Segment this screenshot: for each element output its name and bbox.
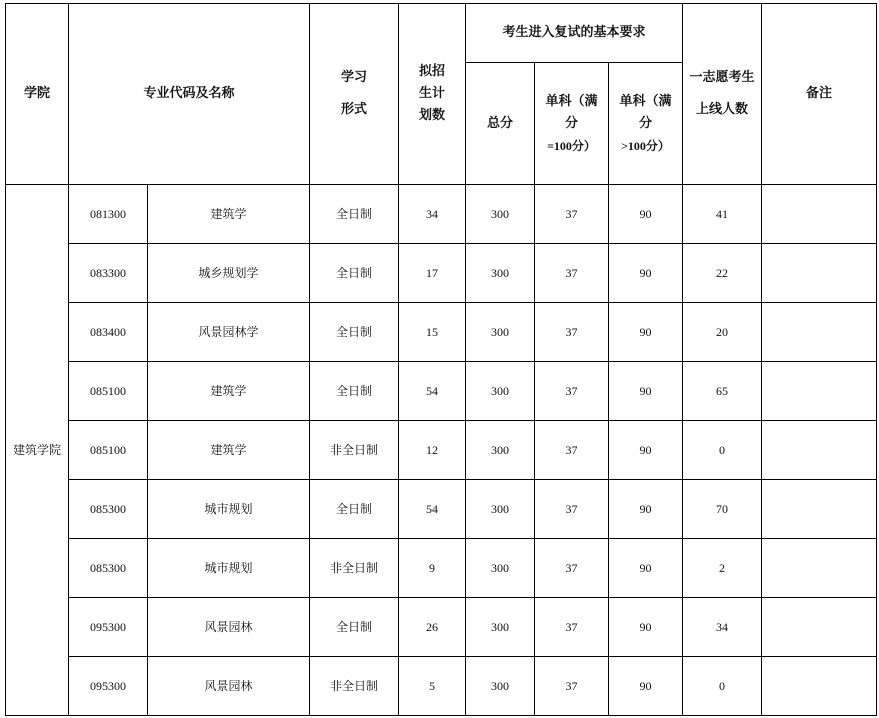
header-remarks: 备注 xyxy=(762,4,877,185)
study-mode: 非全日制 xyxy=(310,539,399,598)
single-100-score: 37 xyxy=(535,598,609,657)
study-mode: 全日制 xyxy=(310,244,399,303)
plan-count: 34 xyxy=(399,185,466,244)
header-single-gt100-line3: >100分） xyxy=(621,138,670,153)
major-code: 085300 xyxy=(69,539,148,598)
single-gt100-score: 90 xyxy=(609,598,683,657)
study-mode: 全日制 xyxy=(310,362,399,421)
header-plan xyxy=(399,4,466,185)
first-choice-count: 20 xyxy=(683,303,762,362)
total-score: 300 xyxy=(466,539,535,598)
first-choice-count: 41 xyxy=(683,185,762,244)
header-study-mode-line1: 学习 xyxy=(341,70,368,85)
major-name: 城市规划 xyxy=(148,539,310,598)
header-plan-line1: 拟招 xyxy=(419,64,446,79)
first-choice-count: 0 xyxy=(683,657,762,716)
single-gt100-score: 90 xyxy=(609,539,683,598)
plan-count: 5 xyxy=(399,657,466,716)
major-name: 建筑学 xyxy=(148,185,310,244)
total-score: 300 xyxy=(466,362,535,421)
remarks xyxy=(762,480,877,539)
header-total-score: 总分 xyxy=(466,63,535,185)
study-mode: 全日制 xyxy=(310,598,399,657)
study-mode: 全日制 xyxy=(310,480,399,539)
remarks xyxy=(762,421,877,480)
header-plan-line3: 划数 xyxy=(419,108,446,123)
table-row xyxy=(6,303,877,362)
total-score: 300 xyxy=(466,185,535,244)
table-row xyxy=(6,362,877,421)
table-row xyxy=(6,185,877,244)
header-single-gt100-line2: 分 xyxy=(639,115,653,131)
single-100-score: 37 xyxy=(535,480,609,539)
single-100-score: 37 xyxy=(535,185,609,244)
single-gt100-score: 90 xyxy=(609,185,683,244)
major-code: 081300 xyxy=(69,185,148,244)
major-name: 风景园林学 xyxy=(148,303,310,362)
table-row xyxy=(6,421,877,480)
remarks xyxy=(762,598,877,657)
header-single-100-line3: =100分） xyxy=(547,138,596,153)
plan-count: 15 xyxy=(399,303,466,362)
single-gt100-score: 90 xyxy=(609,657,683,716)
study-mode: 非全日制 xyxy=(310,421,399,480)
first-choice-count: 22 xyxy=(683,244,762,303)
header-single-100-line1: 单科（满 xyxy=(545,93,598,109)
single-gt100-score: 90 xyxy=(609,244,683,303)
header-single-gt100-line1: 单科（满 xyxy=(619,93,672,109)
major-code: 095300 xyxy=(69,657,148,716)
header-single-100-line2: 分 xyxy=(565,115,579,131)
admission-table xyxy=(5,3,877,716)
major-code: 085100 xyxy=(69,362,148,421)
major-name: 城市规划 xyxy=(148,480,310,539)
total-score: 300 xyxy=(466,303,535,362)
major-name: 建筑学 xyxy=(148,362,310,421)
header-study-mode-line2: 形式 xyxy=(341,102,368,117)
header-single-100 xyxy=(535,63,609,185)
single-100-score: 37 xyxy=(535,539,609,598)
study-mode: 全日制 xyxy=(310,185,399,244)
remarks xyxy=(762,657,877,716)
major-name: 城乡规划学 xyxy=(148,244,310,303)
total-score: 300 xyxy=(466,421,535,480)
single-gt100-score: 90 xyxy=(609,362,683,421)
total-score: 300 xyxy=(466,598,535,657)
plan-count: 54 xyxy=(399,480,466,539)
major-code: 085100 xyxy=(69,421,148,480)
single-100-score: 37 xyxy=(535,657,609,716)
table-row xyxy=(6,244,877,303)
major-code: 083300 xyxy=(69,244,148,303)
single-gt100-score: 90 xyxy=(609,303,683,362)
single-100-score: 37 xyxy=(535,303,609,362)
table-row xyxy=(6,657,877,716)
major-code: 085300 xyxy=(69,480,148,539)
study-mode: 非全日制 xyxy=(310,657,399,716)
total-score: 300 xyxy=(466,480,535,539)
total-score: 300 xyxy=(466,244,535,303)
table-row xyxy=(6,598,877,657)
plan-count: 17 xyxy=(399,244,466,303)
header-college: 学院 xyxy=(6,4,69,185)
header-requirements: 考生进入复试的基本要求 xyxy=(466,4,683,63)
header-first-choice-line2: 上线人数 xyxy=(696,102,749,117)
single-100-score: 37 xyxy=(535,244,609,303)
major-code: 083400 xyxy=(69,303,148,362)
header-major: 专业代码及名称 xyxy=(69,4,310,185)
plan-count: 54 xyxy=(399,362,466,421)
table-row xyxy=(6,480,877,539)
plan-count: 9 xyxy=(399,539,466,598)
plan-count: 26 xyxy=(399,598,466,657)
single-100-score: 37 xyxy=(535,421,609,480)
college-name: 建筑学院 xyxy=(6,185,69,716)
single-gt100-score: 90 xyxy=(609,421,683,480)
total-score: 300 xyxy=(466,657,535,716)
header-first-choice xyxy=(683,4,762,185)
remarks xyxy=(762,303,877,362)
major-name: 风景园林 xyxy=(148,598,310,657)
header-first-choice-line1: 一志愿考生 xyxy=(689,70,755,85)
header-study-mode xyxy=(310,4,399,185)
remarks xyxy=(762,362,877,421)
header-single-gt100 xyxy=(609,63,683,185)
table-row xyxy=(6,539,877,598)
first-choice-count: 34 xyxy=(683,598,762,657)
plan-count: 12 xyxy=(399,421,466,480)
remarks xyxy=(762,244,877,303)
first-choice-count: 65 xyxy=(683,362,762,421)
remarks xyxy=(762,185,877,244)
single-100-score: 37 xyxy=(535,362,609,421)
header-plan-line2: 生计 xyxy=(419,86,446,101)
first-choice-count: 70 xyxy=(683,480,762,539)
major-name: 风景园林 xyxy=(148,657,310,716)
study-mode: 全日制 xyxy=(310,303,399,362)
remarks xyxy=(762,539,877,598)
major-name: 建筑学 xyxy=(148,421,310,480)
single-gt100-score: 90 xyxy=(609,480,683,539)
first-choice-count: 0 xyxy=(683,421,762,480)
major-code: 095300 xyxy=(69,598,148,657)
first-choice-count: 2 xyxy=(683,539,762,598)
